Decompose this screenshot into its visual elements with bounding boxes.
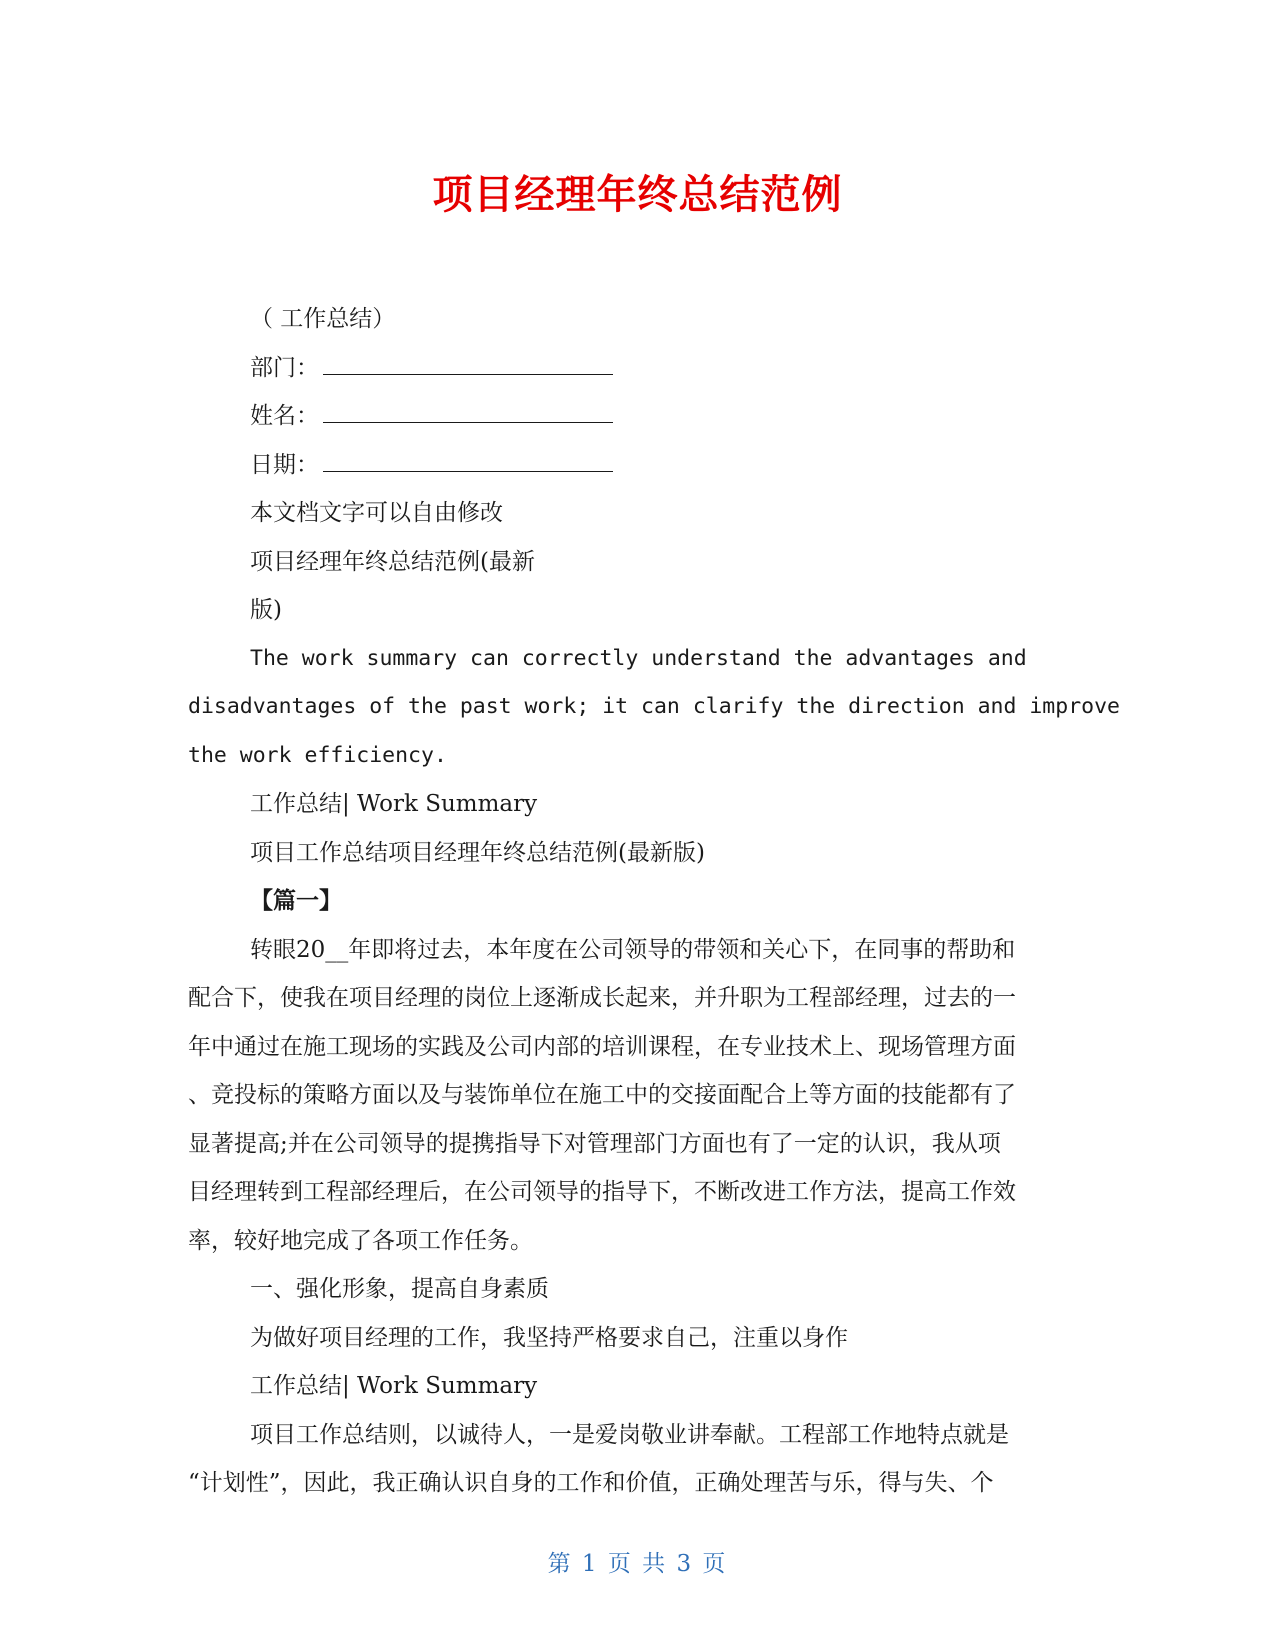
date-blank[interactable] bbox=[323, 445, 613, 472]
paragraph-1-line: 目经理转到工程部经理后，在公司领导的指导下，不断改进工作方法，提高工作效 bbox=[188, 1179, 1016, 1205]
paragraph-1-line: 年中通过在施工现场的实践及公司内部的培训课程，在专业技术上、现场管理方面 bbox=[188, 1033, 1016, 1060]
english-line-1: The work summary can correctly understand the advantages and bbox=[250, 645, 1027, 671]
section-tag: 工作总结| Work Summary bbox=[250, 791, 538, 817]
paragraph-1-line: 显著提高;并在公司领导的提携指导下对管理部门方面也有了一定的认识，我从项 bbox=[188, 1130, 1001, 1157]
name-label: 姓名： bbox=[250, 403, 319, 429]
paragraph-1-line: 、竞投标的策略方面以及与装饰单位在施工中的交接面配合上等方面的技能都有了 bbox=[188, 1082, 1016, 1108]
subtitle: （ 工作总结） bbox=[250, 306, 396, 332]
paragraph-3-line: 项目工作总结则，以诚待人，一是爱岗敬业讲奉献。工程部工作地特点就是 bbox=[250, 1421, 1009, 1448]
document-title: 项目经理年终总结范例 bbox=[432, 172, 843, 218]
paragraph-3-line: “计划性”，因此，我正确认识自身的工作和价值，正确处理苦与乐，得与失、个 bbox=[188, 1470, 994, 1496]
date-field bbox=[188, 441, 1088, 490]
date-label: 日期： bbox=[250, 451, 319, 478]
english-line-3: the work efficiency. bbox=[188, 742, 447, 768]
doc-title-line-1: 项目经理年终总结范例(最新 bbox=[250, 548, 535, 575]
page-footer: 第 1 页 共 3 页 bbox=[547, 1551, 728, 1577]
name-blank[interactable] bbox=[323, 396, 613, 423]
heading-line: 项目工作总结项目经理年终总结范例(最新版) bbox=[250, 839, 705, 866]
department-label: 部门： bbox=[250, 354, 319, 381]
part-label: 【篇一】 bbox=[250, 887, 342, 914]
english-line-2: disadvantages of the past work; it can clarify the direction and improve bbox=[188, 694, 1120, 719]
paragraph-2-line: 为做好项目经理的工作，我坚持严格要求自己，注重以身作 bbox=[250, 1324, 848, 1351]
section-heading: 一、强化形象，提高自身素质 bbox=[250, 1276, 549, 1302]
name-field bbox=[188, 392, 1088, 441]
department-field bbox=[188, 344, 1088, 393]
doc-title-line-2: 版) bbox=[250, 597, 282, 623]
paragraph-1-line: 转眼20__年即将过去，本年度在公司领导的带领和关心下，在同事的帮助和 bbox=[250, 936, 1016, 963]
department-blank[interactable] bbox=[323, 348, 613, 375]
document-body bbox=[188, 295, 1120, 1508]
editable-note: 本文档文字可以自由修改 bbox=[250, 500, 503, 526]
section-tag: 工作总结| Work Summary bbox=[250, 1373, 538, 1399]
paragraph-1-line: 率，较好地完成了各项工作任务。 bbox=[188, 1227, 533, 1254]
paragraph-1-line: 配合下，使我在项目经理的岗位上逐渐成长起来，并升职为工程部经理，过去的一 bbox=[188, 985, 1016, 1011]
